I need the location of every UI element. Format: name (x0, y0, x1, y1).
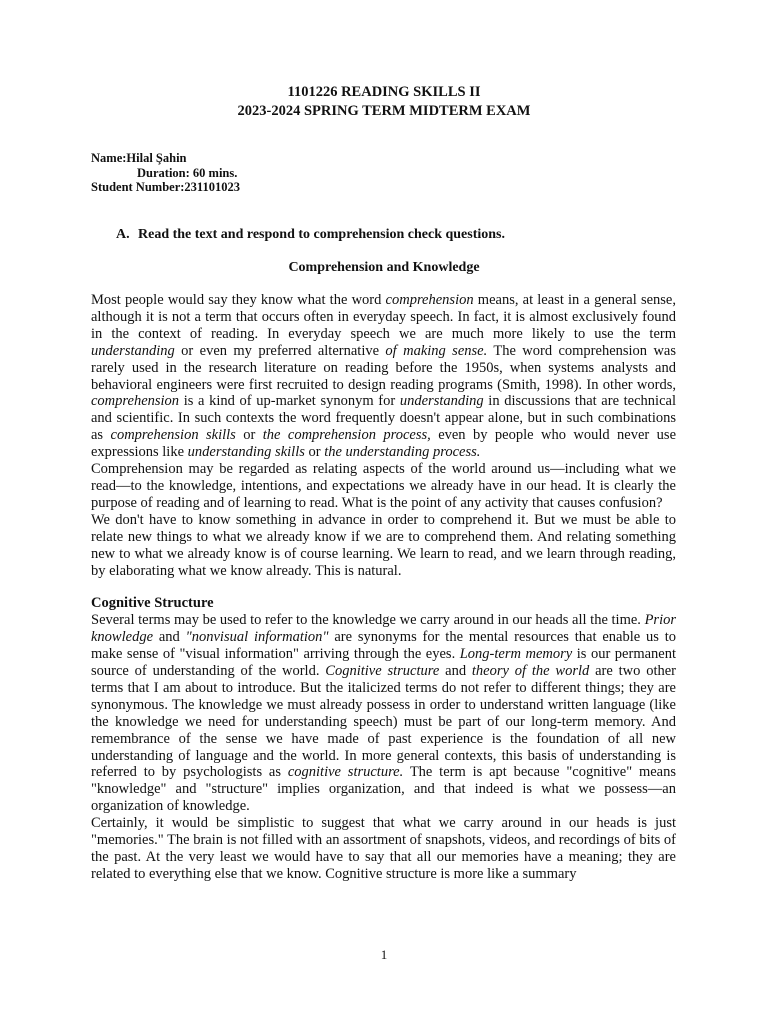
paragraph-1: Most people would say they know what the word comprehension means, at least in a general sense, although it is not a term that occurs often in everyday speech. In fact, it is almost exclusively found in the context of reading. In everyday speech we are much more likely to use the term understanding or even my preferred alternative of making sense. The word comprehension was rarely used in the research literature on reading before the 1950s, when systems analysts and behavioral engineers were first recruited to design reading programs (Smith, 1998). In other words, comprehension is a kind of up-market synonym for understanding in discussions that are technical and scientific. In such contexts the word frequently doesn't appear alone, but in such combinations as comprehension skills or the comprehension process, even by people who would never use expressions like understanding skills or the understanding process. (91, 292, 676, 461)
section-heading: Cognitive Structure (91, 595, 214, 612)
page-number: 1 (380, 947, 388, 962)
paragraph-2: Comprehension may be regarded as relating aspects of the world around us—including what we read—to the knowledge, intentions, and expectations we already have in our head. It is clearly the purpose of reading and of learning to read. What is the point of any activity that causes confusion? (91, 461, 676, 511)
student-name: Name:Hilal Şahin (91, 151, 187, 165)
exam-duration: Duration: 60 mins. (137, 165, 238, 180)
instruction (116, 227, 505, 243)
exam-title: 2023-2024 SPRING TERM MIDTERM EXAM (237, 103, 531, 119)
instruction-label: A. (116, 227, 130, 242)
reading-text (91, 292, 676, 883)
student-info (91, 151, 240, 195)
paragraph-4: Several terms may be used to refer to the knowledge we carry around in our heads all the time. Prior knowledge and "nonvisual information" are synonyms for the mental resources that enable us to make sense of "visual information" arriving through the eyes. Long-term memory is our permanent source of understanding of the world. Cognitive structure and theory of the world are two other terms that I am about to introduce. But the italicized terms do not refer to different things; they are synonymous. The knowledge we must already possess in order to understand written language (like the knowledge we need for understanding speech) must be part of our long-term memory. And remembrance of the sense we have made of past experience is the foundation of all new understanding of language and the world. In more general contexts, this basis of understanding is referred to by psychologists as cognitive structure. The term is apt because "cognitive" means "knowledge" and "structure" implies organization, and that indeed is what we possess—an organization of knowledge. (91, 612, 677, 815)
paragraph-3: We don't have to know something in advance in order to comprehend it. But we must be able to relate new things to what we already know if we are to comprehend them. And relating something new to what we already know is of course learning. We learn to read, and we learn through reading, by elaborating what we know already. This is natural. (91, 511, 676, 579)
instruction-text: Read the text and respond to comprehension check questions. (138, 227, 506, 242)
paragraph-5: Certainly, it would be simplistic to suggest that what we carry around in our heads is just "memories." The brain is not filled with an assortment of snapshots, videos, and recordings of bits of the past. At the very least we would have to say that all our memories have a meaning; they are related to everything else that we know. Cognitive structure is more like a summary (91, 815, 676, 882)
reading-title: Comprehension and Knowledge (288, 260, 480, 275)
course-title: 1101226 READING SKILLS II (287, 84, 481, 100)
student-number: Student Number:231101023 (91, 180, 240, 195)
